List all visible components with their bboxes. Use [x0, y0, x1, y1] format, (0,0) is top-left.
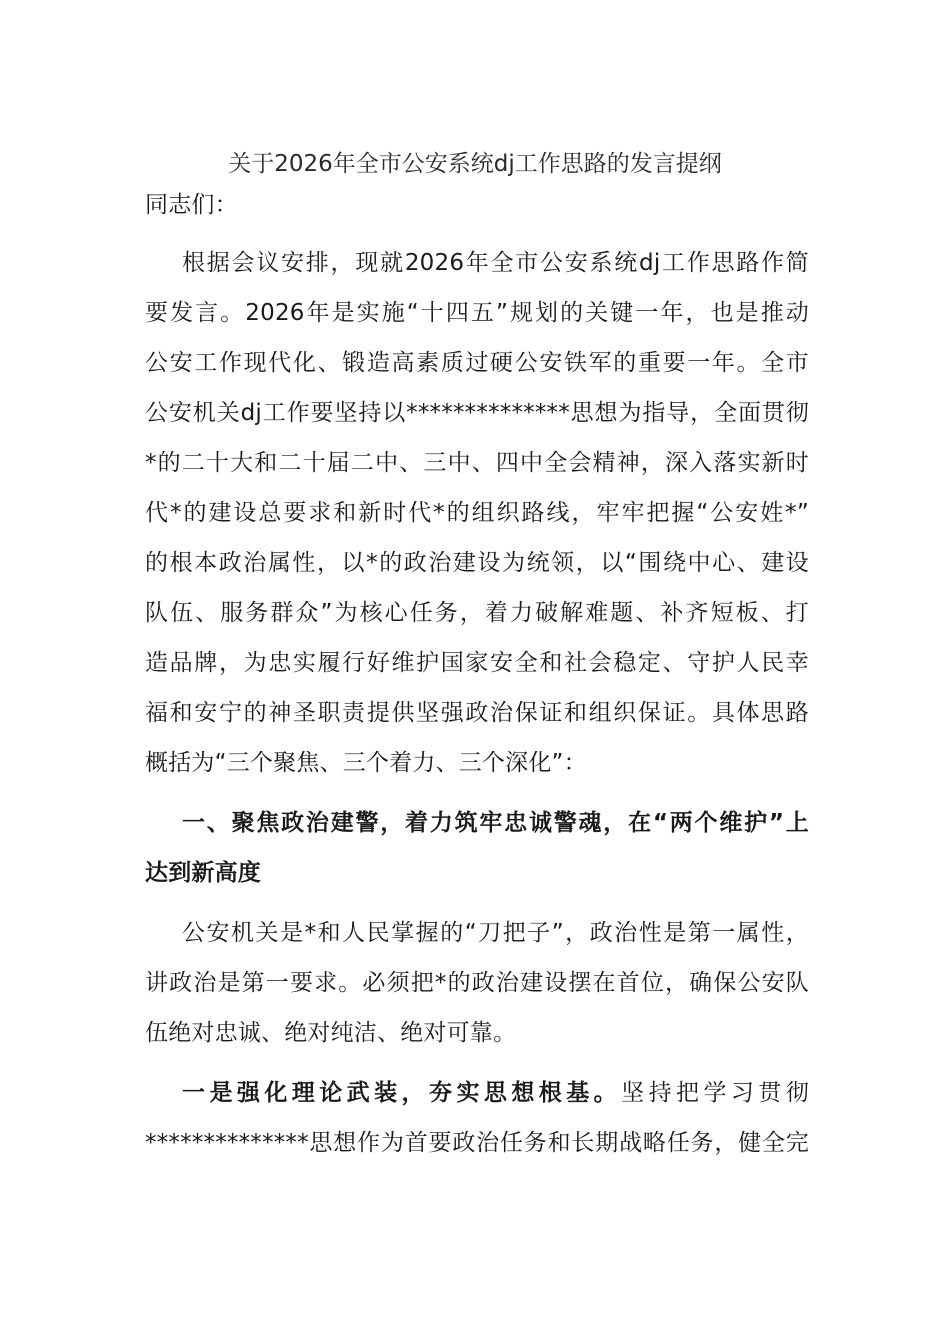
heading-line: 达到新高度	[145, 860, 261, 886]
paragraph-line: 根据会议安排，现就2026年全市公安系统dj工作思路作简	[182, 250, 809, 276]
paragraph-line: 的根本政治属性，以*的政治建设为统领，以“围绕中心、建设	[145, 550, 809, 576]
paragraph-line: **************思想作为首要政治任务和长期战略任务，健全完	[145, 1130, 809, 1156]
paragraph-line: *的二十大和二十届二中、三中、四中全会精神，深入落实新时	[145, 450, 809, 476]
paragraph-line: 福和安宁的神圣职责提供坚强政治保证和组织保证。具体思路	[145, 700, 809, 726]
paragraph-line: 代*的建设总要求和新时代*的组织路线，牢牢把握“公安姓*”	[145, 500, 809, 526]
paragraph-line: 公安机关是*和人民掌握的“刀把子”，政治性是第一属性，	[182, 920, 809, 946]
paragraph-line	[145, 1068, 809, 1118]
heading-line: 一、聚焦政治建警，着力筑牢忠诚警魂，在“两个维护”上	[182, 810, 809, 836]
paragraph-line: 伍绝对忠诚、绝对纯洁、绝对可靠。	[145, 1020, 517, 1046]
point-lead: 一是强化理论武装，夯实思想根基。	[182, 1080, 622, 1106]
greeting	[145, 180, 809, 230]
point-lead-rest: 坚持把学习贯彻	[621, 1080, 809, 1106]
section-heading-1	[145, 798, 809, 898]
paragraph-point-1	[145, 1068, 809, 1168]
paragraph-intro	[145, 238, 809, 788]
paragraph-section-1	[145, 908, 809, 1058]
document-title: 关于2026年全市公安系统dj工作思路的发言提纲	[228, 151, 722, 177]
document-body	[145, 180, 809, 1168]
paragraph-line: 公安机关dj工作要坚持以**************思想为指导，全面贯彻	[145, 400, 809, 426]
paragraph-line: 讲政治是第一要求。必须把*的政治建设摆在首位，确保公安队	[145, 970, 809, 996]
paragraph-line: 造品牌，为忠实履行好维护国家安全和社会稳定、守护人民幸	[145, 650, 809, 676]
paragraph-line: 公安工作现代化、锻造高素质过硬公安铁军的重要一年。全市	[145, 350, 809, 376]
paragraph-line: 队伍、服务群众”为核心任务，着力破解难题、补齐短板、打	[145, 600, 809, 626]
paragraph-line: 概括为“三个聚焦、三个着力、三个深化”：	[145, 750, 587, 776]
paragraph-line: 要发言。2026年是实施“十四五”规划的关键一年，也是推动	[145, 300, 809, 326]
greeting-line: 同志们：	[145, 192, 238, 218]
